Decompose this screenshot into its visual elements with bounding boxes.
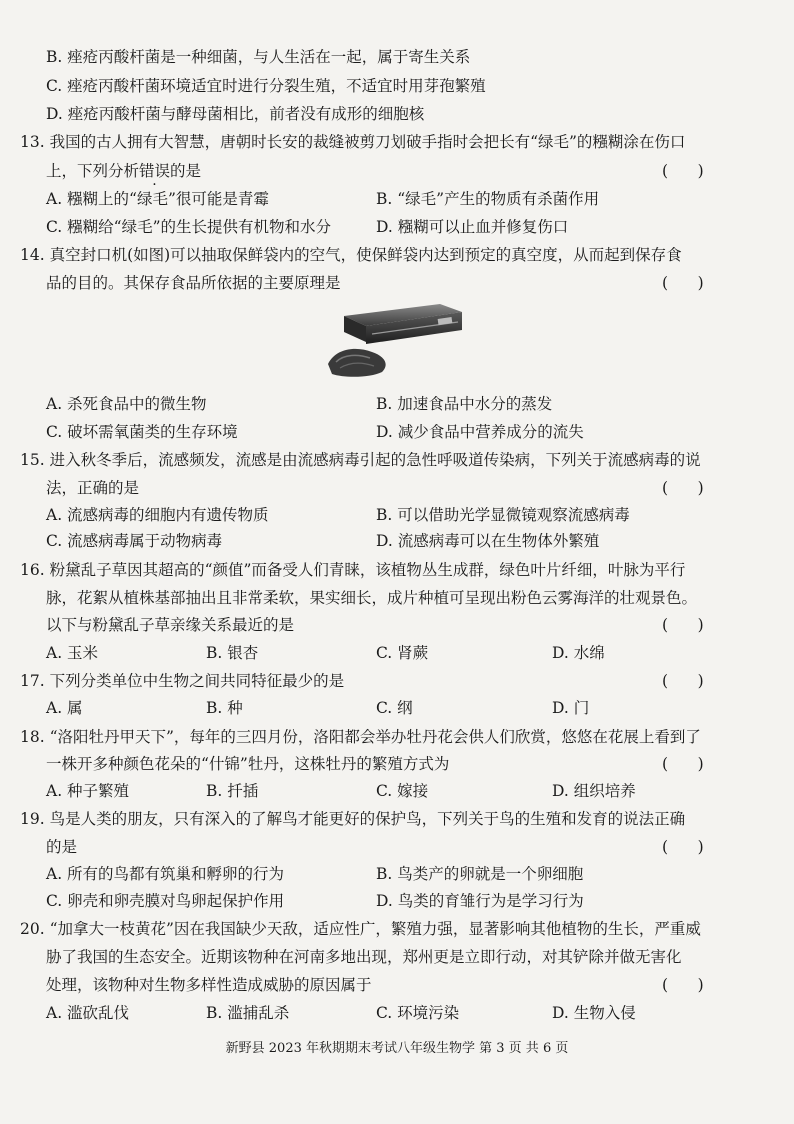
q20-stem-line3: 处理，该物种对生物多样性造成威胁的原因属于 xyxy=(46,976,372,994)
q13-emphasis: 错误 xyxy=(139,162,171,180)
q18-option-d: D. 组织培养 xyxy=(552,782,636,800)
q12-option-d: D. 痤疮丙酸杆菌与酵母菌相比，前者没有成形的细胞核 xyxy=(46,105,425,123)
q18-option-a: A. 种子繁殖 xyxy=(46,782,130,800)
q16-answer-bracket: ( ) xyxy=(662,616,704,634)
q14-option-b: B. 加速食品中水分的蒸发 xyxy=(376,395,553,413)
q14-stem-line1: 14. 真空封口机(如图)可以抽取保鲜袋内的空气，使保鲜袋内达到预定的真空度，从而起到保存食 xyxy=(20,246,682,264)
q13-stem-post: 的是 xyxy=(170,162,202,180)
q19-answer-bracket: ( ) xyxy=(662,838,704,856)
q16-option-b: B. 银杏 xyxy=(206,644,259,662)
q16-stem-line2: 脉，花絮从植株基部抽出且非常柔软，果实细长，成片种植可呈现出粉色云雾海洋的壮观景色。 xyxy=(46,589,698,607)
q17-answer-bracket: ( ) xyxy=(662,672,704,690)
page-footer: 新野县 2023 年秋期期末考试八年级生物学 第 3 页 共 6 页 xyxy=(225,1041,569,1056)
q15-option-b: B. 可以借助光学显微镜观察流感病毒 xyxy=(376,506,630,524)
q15-option-d: D. 流感病毒可以在生物体外繁殖 xyxy=(376,532,600,550)
q19-stem-line2: 的是 xyxy=(46,838,78,856)
q19-option-c: C. 卵壳和卵壳膜对鸟卵起保护作用 xyxy=(46,892,285,910)
q19-option-b: B. 鸟类产的卵就是一个卵细胞 xyxy=(376,865,584,883)
q13-stem-line2 xyxy=(46,160,201,182)
q14-option-c: C. 破坏需氧菌类的生存环境 xyxy=(46,423,238,441)
q19-option-d: D. 鸟类的育雏行为是学习行为 xyxy=(376,892,584,910)
q13-answer-bracket: ( ) xyxy=(662,162,704,180)
q12-option-c: C. 痤疮丙酸杆菌环境适宜时进行分裂生殖，不适宜时用芽孢繁殖 xyxy=(46,77,486,95)
q18-option-c: C. 嫁接 xyxy=(376,782,429,800)
q17-stem-line1: 17. 下列分类单位中生物之间共同特征最少的是 xyxy=(20,672,345,690)
q15-stem-line2: 法，正确的是 xyxy=(46,479,140,497)
q15-option-a: A. 流感病毒的细胞内有遗传物质 xyxy=(46,506,269,524)
q18-stem-line1: 18. “洛阳牡丹甲天下”，每年的三四月份，洛阳都会举办牡丹花会供人们欣赏，悠悠在花展上看到了 xyxy=(20,728,701,746)
q20-option-c: C. 环境污染 xyxy=(376,1004,460,1022)
q15-stem-line1: 15. 进入秋冬季后，流感频发，流感是由流感病毒引起的急性呼吸道传染病，下列关于流感病毒的说 xyxy=(20,451,701,469)
q16-option-a: A. 玉米 xyxy=(46,644,99,662)
q15-option-c: C. 流感病毒属于动物病毒 xyxy=(46,532,223,550)
q13-stem-pre: 上，下列分析 xyxy=(46,162,140,180)
q16-option-d: D. 水绵 xyxy=(552,644,605,662)
q16-option-c: C. 肾蕨 xyxy=(376,644,429,662)
q18-answer-bracket: ( ) xyxy=(662,755,704,773)
q17-option-c: C. 纲 xyxy=(376,699,413,717)
q17-option-d: D. 门 xyxy=(552,699,590,717)
q20-stem-line1: 20. “加拿大一枝黄花”因在我国缺少天敌，适应性广，繁殖力强，显著影响其他植物的生长，严重威 xyxy=(20,920,701,938)
q14-answer-bracket: ( ) xyxy=(662,274,704,292)
q18-option-b: B. 扦插 xyxy=(206,782,259,800)
q12-option-b: B. 痤疮丙酸杆菌是一种细菌，与人生活在一起，属于寄生关系 xyxy=(46,48,471,66)
q19-option-a: A. 所有的鸟都有筑巢和孵卵的行为 xyxy=(46,865,285,883)
q13-option-b: B. “绿毛”产生的物质有杀菌作用 xyxy=(376,190,600,208)
q20-stem-line2: 胁了我国的生态安全。近期该物种在河南多地出现，郑州更是立即行动，对其铲除并做无害化 xyxy=(46,948,682,966)
q13-option-d: D. 糨糊可以止血并修复伤口 xyxy=(376,218,569,236)
q17-option-a: A. 属 xyxy=(46,699,83,717)
q14-option-d: D. 减少食品中营养成分的流失 xyxy=(376,423,584,441)
q19-stem-line1: 19. 鸟是人类的朋友，只有深入的了解鸟才能更好的保护鸟，下列关于鸟的生殖和发育的说法正确 xyxy=(20,810,686,828)
q13-option-c: C. 糨糊给“绿毛”的生长提供有机物和水分 xyxy=(46,218,332,236)
q13-stem-line1: 13. 我国的古人拥有大智慧，唐朝时长安的裁缝被剪刀划破手指时会把长有“绿毛”的糨糊涂在伤口 xyxy=(20,133,686,151)
q14-option-a: A. 杀死食品中的微生物 xyxy=(46,395,207,413)
q20-option-d: D. 生物入侵 xyxy=(552,1004,636,1022)
q16-stem-line1: 16. 粉黛乱子草因其超高的“颜值”而备受人们青睐，该植物丛生成群，绿色叶片纤细，叶脉为平行 xyxy=(20,561,686,579)
q13-option-a: A. 糨糊上的“绿毛”很可能是青霉 xyxy=(46,190,269,208)
q15-answer-bracket: ( ) xyxy=(662,479,704,497)
q20-option-b: B. 滥捕乱杀 xyxy=(206,1004,290,1022)
vacuum-sealer-image xyxy=(322,302,472,380)
q20-answer-bracket: ( ) xyxy=(662,976,704,994)
q18-stem-line2: 一株开多种颜色花朵的“什锦”牡丹，这株牡丹的繁殖方式为 xyxy=(46,755,450,773)
q17-option-b: B. 种 xyxy=(206,699,243,717)
q16-stem-line3: 以下与粉黛乱子草亲缘关系最近的是 xyxy=(46,616,295,634)
q20-option-a: A. 滥砍乱伐 xyxy=(46,1004,130,1022)
q14-stem-line2: 品的目的。其保存食品所依据的主要原理是 xyxy=(46,274,341,292)
